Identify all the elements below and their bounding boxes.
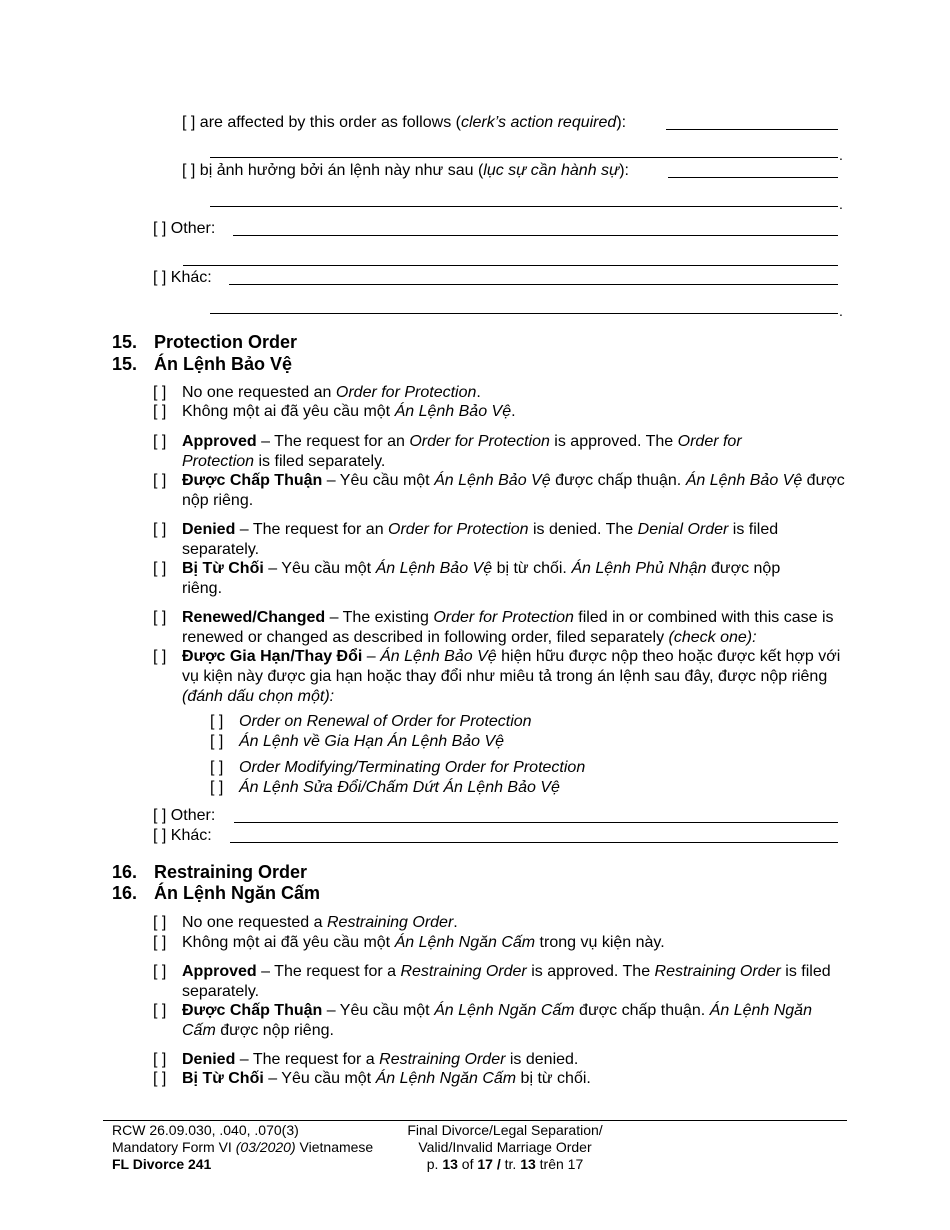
text: Restraining Order [327,914,454,931]
s15-approved-en [153,432,793,472]
text: is approved. The [526,963,655,980]
text: clerk’s action required [460,114,617,131]
s15-noone-en [153,383,853,403]
text: filed in or combined with this case is renewed or changed as described in following order, filed separately [182,609,834,646]
period: . [839,303,843,319]
fill-line[interactable] [233,235,838,236]
section-number: 16. [112,883,138,903]
text: – Yêu cầu một [322,1002,435,1019]
fill-line[interactable] [229,284,838,285]
checkbox[interactable]: [ ] [153,269,167,286]
checkbox[interactable]: [ ] [153,403,167,420]
s16-noone-en [153,913,853,933]
checkbox[interactable]: [ ] [153,1051,167,1068]
text: được nộp riêng. [182,560,781,597]
text: – Yêu cầu một [322,472,435,489]
text: p. [426,1156,443,1172]
text: được chấp thuận. [550,472,686,489]
text: Order for Protection [182,433,742,470]
text: bị từ chối. [516,1070,591,1087]
text: is denied. [505,1051,579,1068]
text: . [511,403,516,420]
section-15-heading-en [112,331,297,353]
s15-sub-modify-en [210,758,810,778]
checkbox[interactable]: [ ] [210,759,224,776]
section-number: 15. [112,332,138,352]
checkbox[interactable]: [ ] [153,827,167,844]
text: Án Lệnh Ngăn Cấm [375,1070,517,1087]
text: . [453,914,458,931]
affected-vi-row [182,161,629,181]
text: No one requested a [182,914,327,931]
text: Order for Protection [388,521,529,538]
fill-line[interactable] [668,177,838,178]
text: Án Lệnh Ngăn Cấm [182,1002,812,1039]
fill-line[interactable] [234,822,838,823]
text: is filed separately. [254,453,386,470]
fill-line[interactable] [666,129,838,130]
s15-renewed-en [153,608,853,648]
s15-other-vi [153,826,212,846]
footer-divider [103,1120,847,1121]
footer-center [380,1122,630,1173]
text: Restraining Order [654,963,781,980]
text: Án Lệnh Ngăn Cấm [394,934,536,951]
text: trong vụ kiện này. [535,934,665,951]
text: Án Lệnh Sửa Đổi/Chấm Dứt Án Lệnh Bảo Vệ [239,779,560,796]
s16-denied-en [153,1050,853,1070]
text: hiện hữu được nộp theo hoặc được kết hợp với vụ kiện này được gia hạn hoặc thay đổi như miêu tả trong án lệnh sau đây, được nộp riêng [182,648,841,685]
text: are affected by this order as follows ( [199,114,461,131]
text: Không một ai đã yêu cầu một [182,934,395,951]
label: Other: [170,220,216,237]
text: Denied [182,1051,236,1068]
checkbox[interactable]: [ ] [153,963,167,980]
text: – Yêu cầu một [263,1070,376,1087]
text: được nộp riêng. [182,472,845,509]
other-en-row [153,219,215,239]
section-15-heading-vi [112,353,292,375]
text: Restraining Order [379,1051,506,1068]
text: is denied. The [528,521,638,538]
text: bị ảnh hưởng bởi án lệnh này như sau ( [199,162,484,179]
section-title: Án Lệnh Bảo Vệ [154,354,293,374]
text: Approved [182,963,257,980]
fill-line[interactable] [210,313,838,314]
text: Án Lệnh Bảo Vệ [434,472,551,489]
text: – The request for a [256,963,401,980]
s15-denied-vi [153,559,823,599]
text: tr. [504,1156,521,1172]
s15-denied-en [153,520,823,560]
text: Mandatory Form VI [112,1139,236,1155]
s16-approved-en [153,962,843,1002]
other-vi-row [153,268,212,288]
text: – The request for an [235,521,389,538]
text: Renewed/Changed [182,609,326,626]
text: – Yêu cầu một [263,560,376,577]
text: Được Chấp Thuận [182,1002,323,1019]
text: Án Lệnh Bảo Vệ [394,403,512,420]
text: (đánh dấu chọn một): [182,688,335,705]
s15-sub-renewal-vi [210,732,810,752]
text: – The request for an [256,433,410,450]
text: Vietnamese [295,1139,374,1155]
text: được nộp riêng. [215,1022,334,1039]
section-number: 15. [112,354,138,374]
checkbox[interactable]: [ ] [210,713,224,730]
s16-noone-vi [153,933,853,953]
text: Được Gia Hạn/Thay Đổi [182,648,363,665]
label: Other: [170,807,216,824]
text: Order for Protection [335,384,477,401]
text: Án Lệnh Bảo Vệ [685,472,803,489]
footer-rcw: RCW 26.09.030, .040, .070(3) [112,1122,299,1138]
affected-en-row [182,113,626,133]
text: Denial Order [637,521,729,538]
footer-page-number [380,1156,630,1173]
checkbox[interactable]: [ ] [153,807,167,824]
text: 17 [477,1156,493,1172]
s15-renewed-vi [153,647,853,707]
text: Order on Renewal of Order for Protection [239,713,532,730]
footer-form-id: FL Divorce 241 [112,1156,212,1172]
text: – The request for a [235,1051,380,1068]
s16-denied-vi [153,1069,853,1089]
footer-title: Valid/Invalid Marriage Order [418,1139,592,1155]
text: Án Lệnh Ngăn Cấm [434,1002,575,1019]
text: Không một ai đã yêu cầu một [182,403,395,420]
text: No one requested an [182,384,336,401]
checkbox[interactable]: [ ] [182,114,196,131]
label: Khác: [170,827,212,844]
text: Án Lệnh Bảo Vệ [375,560,493,577]
checkbox[interactable]: [ ] [153,433,167,450]
section-16-heading-en [112,861,307,883]
text: – [362,648,381,665]
text: Bị Từ Chối [182,560,264,577]
checkbox[interactable]: [ ] [153,914,167,931]
text: is approved. The [549,433,678,450]
checkbox[interactable]: [ ] [182,162,196,179]
checkbox[interactable]: [ ] [153,1070,167,1087]
checkbox[interactable]: [ ] [153,220,167,237]
checkbox[interactable]: [ ] [153,384,167,401]
section-title: Restraining Order [154,862,308,882]
text: Án Lệnh Bảo Vệ [380,648,497,665]
text: trên 17 [535,1156,584,1172]
s16-approved-vi [153,1001,823,1041]
text: . [476,384,481,401]
fill-line[interactable] [210,206,838,207]
text: Order for Protection [433,609,574,626]
checkbox[interactable]: [ ] [153,521,167,538]
checkbox[interactable]: [ ] [153,472,167,489]
checkbox[interactable]: [ ] [153,560,167,577]
text: 13 [520,1156,536,1172]
s15-sub-renewal-en [210,712,810,732]
text: Bị Từ Chối [182,1070,264,1087]
period: . [839,147,843,163]
text: Án Lệnh về Gia Hạn Án Lệnh Bảo Vệ [239,733,505,750]
footer-form [112,1139,373,1156]
text: ): [619,162,629,179]
fill-line[interactable] [210,157,838,158]
text: / [492,1156,505,1172]
checkbox[interactable]: [ ] [153,648,167,665]
text: Án Lệnh Phủ Nhận [571,560,707,577]
section-16-heading-vi [112,882,320,904]
fill-line[interactable] [183,265,838,266]
text: được chấp thuận. [574,1002,710,1019]
period: . [839,196,843,212]
s15-other-en [153,806,215,826]
checkbox[interactable]: [ ] [210,733,224,750]
s15-sub-modify-vi [210,778,810,798]
text: – The existing [325,609,434,626]
checkbox[interactable]: [ ] [153,609,167,626]
label: Khác: [170,269,212,286]
text: is filed separately. [182,521,779,558]
s15-noone-vi [153,402,853,422]
text: of [457,1156,478,1172]
text: is filed separately. [182,963,831,1000]
text: Được Chấp Thuận [182,472,323,489]
checkbox[interactable]: [ ] [153,934,167,951]
text: (check one): [668,629,757,646]
s15-approved-vi [153,471,853,511]
text: Order for Protection [409,433,550,450]
fill-line[interactable] [230,842,838,843]
section-number: 16. [112,862,138,882]
text: Order Modifying/Terminating Order for Protection [239,759,586,776]
text: Restraining Order [400,963,527,980]
text: lục sự cần hành sự [483,162,620,179]
text: bị từ chối. [492,560,572,577]
checkbox[interactable]: [ ] [210,779,224,796]
footer-title: Final Divorce/Legal Separation/ [407,1122,603,1138]
text: (03/2020) [235,1139,296,1155]
section-title: Protection Order [154,332,298,352]
footer-left [112,1122,373,1173]
section-title: Án Lệnh Ngăn Cấm [154,883,321,903]
text: 13 [442,1156,458,1172]
checkbox[interactable]: [ ] [153,1002,167,1019]
text: ): [616,114,627,131]
text: Denied [182,521,236,538]
text: Approved [182,433,257,450]
